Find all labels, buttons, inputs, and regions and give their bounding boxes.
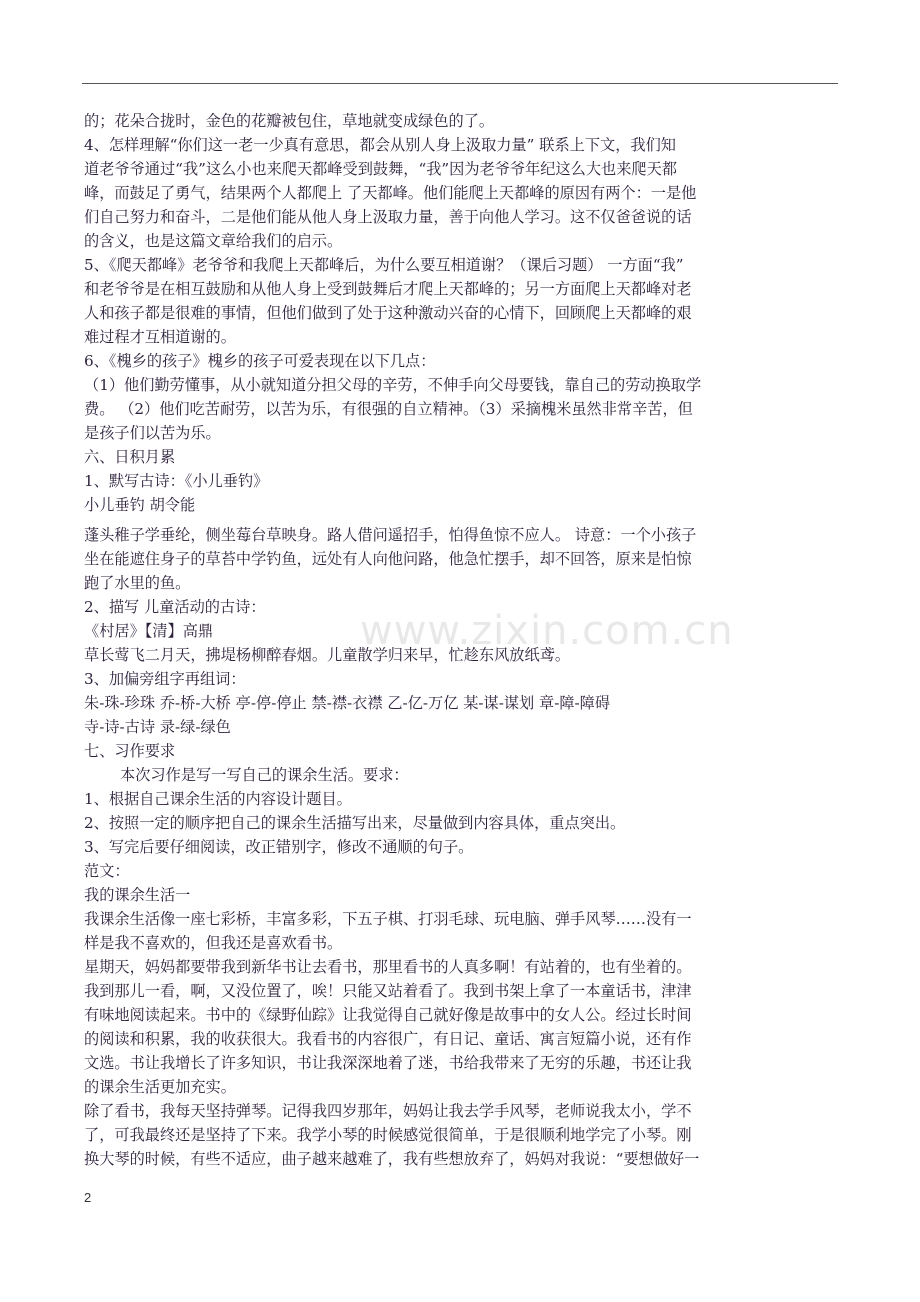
- text-line: 峰，而鼓足了勇气，结果两个人都爬上 了天都峰。他们能爬上天都峰的原因有两个：一是他: [84, 184, 697, 202]
- text-line: 1、根据自己课余生活的内容设计题目。: [84, 790, 352, 808]
- text-line: 6、《槐乡的孩子》槐乡的孩子可爱表现在以下几点：: [84, 352, 436, 370]
- section-heading: 七、习作要求: [84, 742, 176, 760]
- text-line: 换大琴的时候，有些不适应，曲子越来越难了，我有些想放弃了，妈妈对我说：“要想做好一: [84, 1150, 700, 1168]
- text-line: 坐在能遮住身子的草苔中学钓鱼，远处有人向他问路，他急忙摆手，却不回答，原来是怕惊: [84, 550, 692, 568]
- text-line: 草长莺飞二月天，拂堤杨柳醉春烟。儿童散学归来早，忙趁东风放纸鸢。: [84, 646, 570, 664]
- essay-title: 我的课余生活一: [84, 886, 191, 904]
- text-line: 难过程才互相道谢的。: [84, 328, 236, 346]
- text-line: 2、描写 儿童活动的古诗：: [84, 598, 266, 616]
- text-line: 的阅读和积累，我的收获很大。我看书的内容很广，有日记、童话、寓言短篇小说，还有作: [84, 1030, 692, 1048]
- text-line: 3、写完后要仔细阅读，改正错别字，修改不通顺的句子。: [84, 838, 474, 856]
- text-line: 道老爷爷通过“我”这么小也来爬天都峰受到鼓舞，“我”因为老爷爷年纪这么大也来爬天都: [84, 160, 677, 178]
- text-line: 文选。书让我增长了许多知识，书让我深深地着了迷，书给我带来了无穷的乐趣，书还让我: [84, 1054, 692, 1072]
- poem-title: 小儿垂钓 胡令能: [84, 496, 196, 514]
- text-line: 朱-珠-珍珠 乔-桥-大桥 亭-停-停止 禁-襟-衣襟 乙-亿-万亿 某-谋-谋划 章-障-障碍: [84, 694, 611, 712]
- document-body: [84, 109, 840, 1171]
- text-line: 寺-诗-古诗 录-绿-绿色: [84, 718, 231, 736]
- text-line: 我到那儿一看，啊，又没位置了，唉！只能又站着看了。我到书架上拿了一本童话书，津津: [84, 982, 692, 1000]
- text-line: 5、《爬天都峰》老爷爷和我爬上天都峰后，为什么要互相道谢？（课后习题） 一方面“我”: [84, 256, 684, 274]
- text-line: 人和孩子都是很难的事情，但他们做到了处于这种激动兴奋的心情下，回顾爬上天都峰的艰: [84, 304, 692, 322]
- text-line: 了，可我最终还是坚持了下来。我学小琴的时候感觉很简单，于是很顺利地学完了小琴。刚: [84, 1126, 692, 1144]
- text-line: （1）他们勤劳懂事，从小就知道分担父母的辛劳，不伸手向父母要钱，靠自己的劳动换取学: [84, 376, 702, 394]
- text-line: 样是我不喜欢的，但我还是喜欢看书。: [84, 934, 343, 952]
- text-line: 的含义，也是这篇文章给我们的启示。: [84, 232, 343, 250]
- text-line: 们自己努力和奋斗，二是他们能从他人身上汲取力量，善于向他人学习。这不仅爸爸说的话: [84, 208, 692, 226]
- text-line: 星期天，妈妈都要带我到新华书让去看书，那里看书的人真多啊！有站着的，也有坐着的。: [84, 958, 692, 976]
- text-line: 我课余生活像一座七彩桥，丰富多彩，下五子棋、打羽毛球、玩电脑、弹手风琴……没有一: [84, 910, 692, 928]
- section-heading: 六、日积月累: [84, 448, 176, 466]
- text-line: 是孩子们以苦为乐。: [84, 424, 221, 442]
- text-line: 4、怎样理解“你们这一老一少真有意思，都会从别人身上汲取力量” 联系上下文，我们知: [84, 136, 676, 154]
- text-line: 的课余生活更加充实。: [84, 1078, 236, 1096]
- text-line: 本次习作是写一写自己的课余生活。要求：: [120, 766, 409, 784]
- text-line: 除了看书，我每天坚持弹琴。记得我四岁那年，妈妈让我去学手风琴，老师说我太小，学不: [84, 1102, 692, 1120]
- text-line: 跑了水里的鱼。: [84, 574, 191, 592]
- text-line: 蓬头稚子学垂纶，侧坐莓台草映身。路人借问遥招手，怕得鱼惊不应人。 诗意：一个小孩子: [84, 526, 697, 544]
- poem-title: 《村居》【清】高鼎: [84, 622, 214, 640]
- text-line: 2、按照一定的顺序把自己的课余生活描写出来，尽量做到内容具体，重点突出。: [84, 814, 626, 832]
- page-number: 2: [84, 1190, 92, 1205]
- watermark: www.zixin.com.cn: [360, 608, 734, 654]
- header-rule: [82, 83, 838, 84]
- text-line: 和老爷爷是在相互鼓励和从他人身上受到鼓舞后才爬上天都峰的；另一方面爬上天都峰对老: [84, 280, 692, 298]
- text-line: 费。 （2）他们吃苦耐劳，以苦为乐，有很强的自立精神。（3）采摘槐米虽然非常辛苦，但: [84, 400, 693, 418]
- text-line: 的；花朵合拢时，金色的花瓣被包住，草地就变成绿色的了。: [84, 112, 495, 130]
- text-line: 范文：: [84, 862, 130, 880]
- text-line: 1、默写古诗：《小儿垂钓》: [84, 472, 269, 490]
- text-line: 有味地阅读起来。书中的《绿野仙踪》让我觉得自己就好像是故事中的女人公。经过长时间: [84, 1006, 692, 1024]
- text-line: 3、加偏旁组字再组词：: [84, 670, 246, 688]
